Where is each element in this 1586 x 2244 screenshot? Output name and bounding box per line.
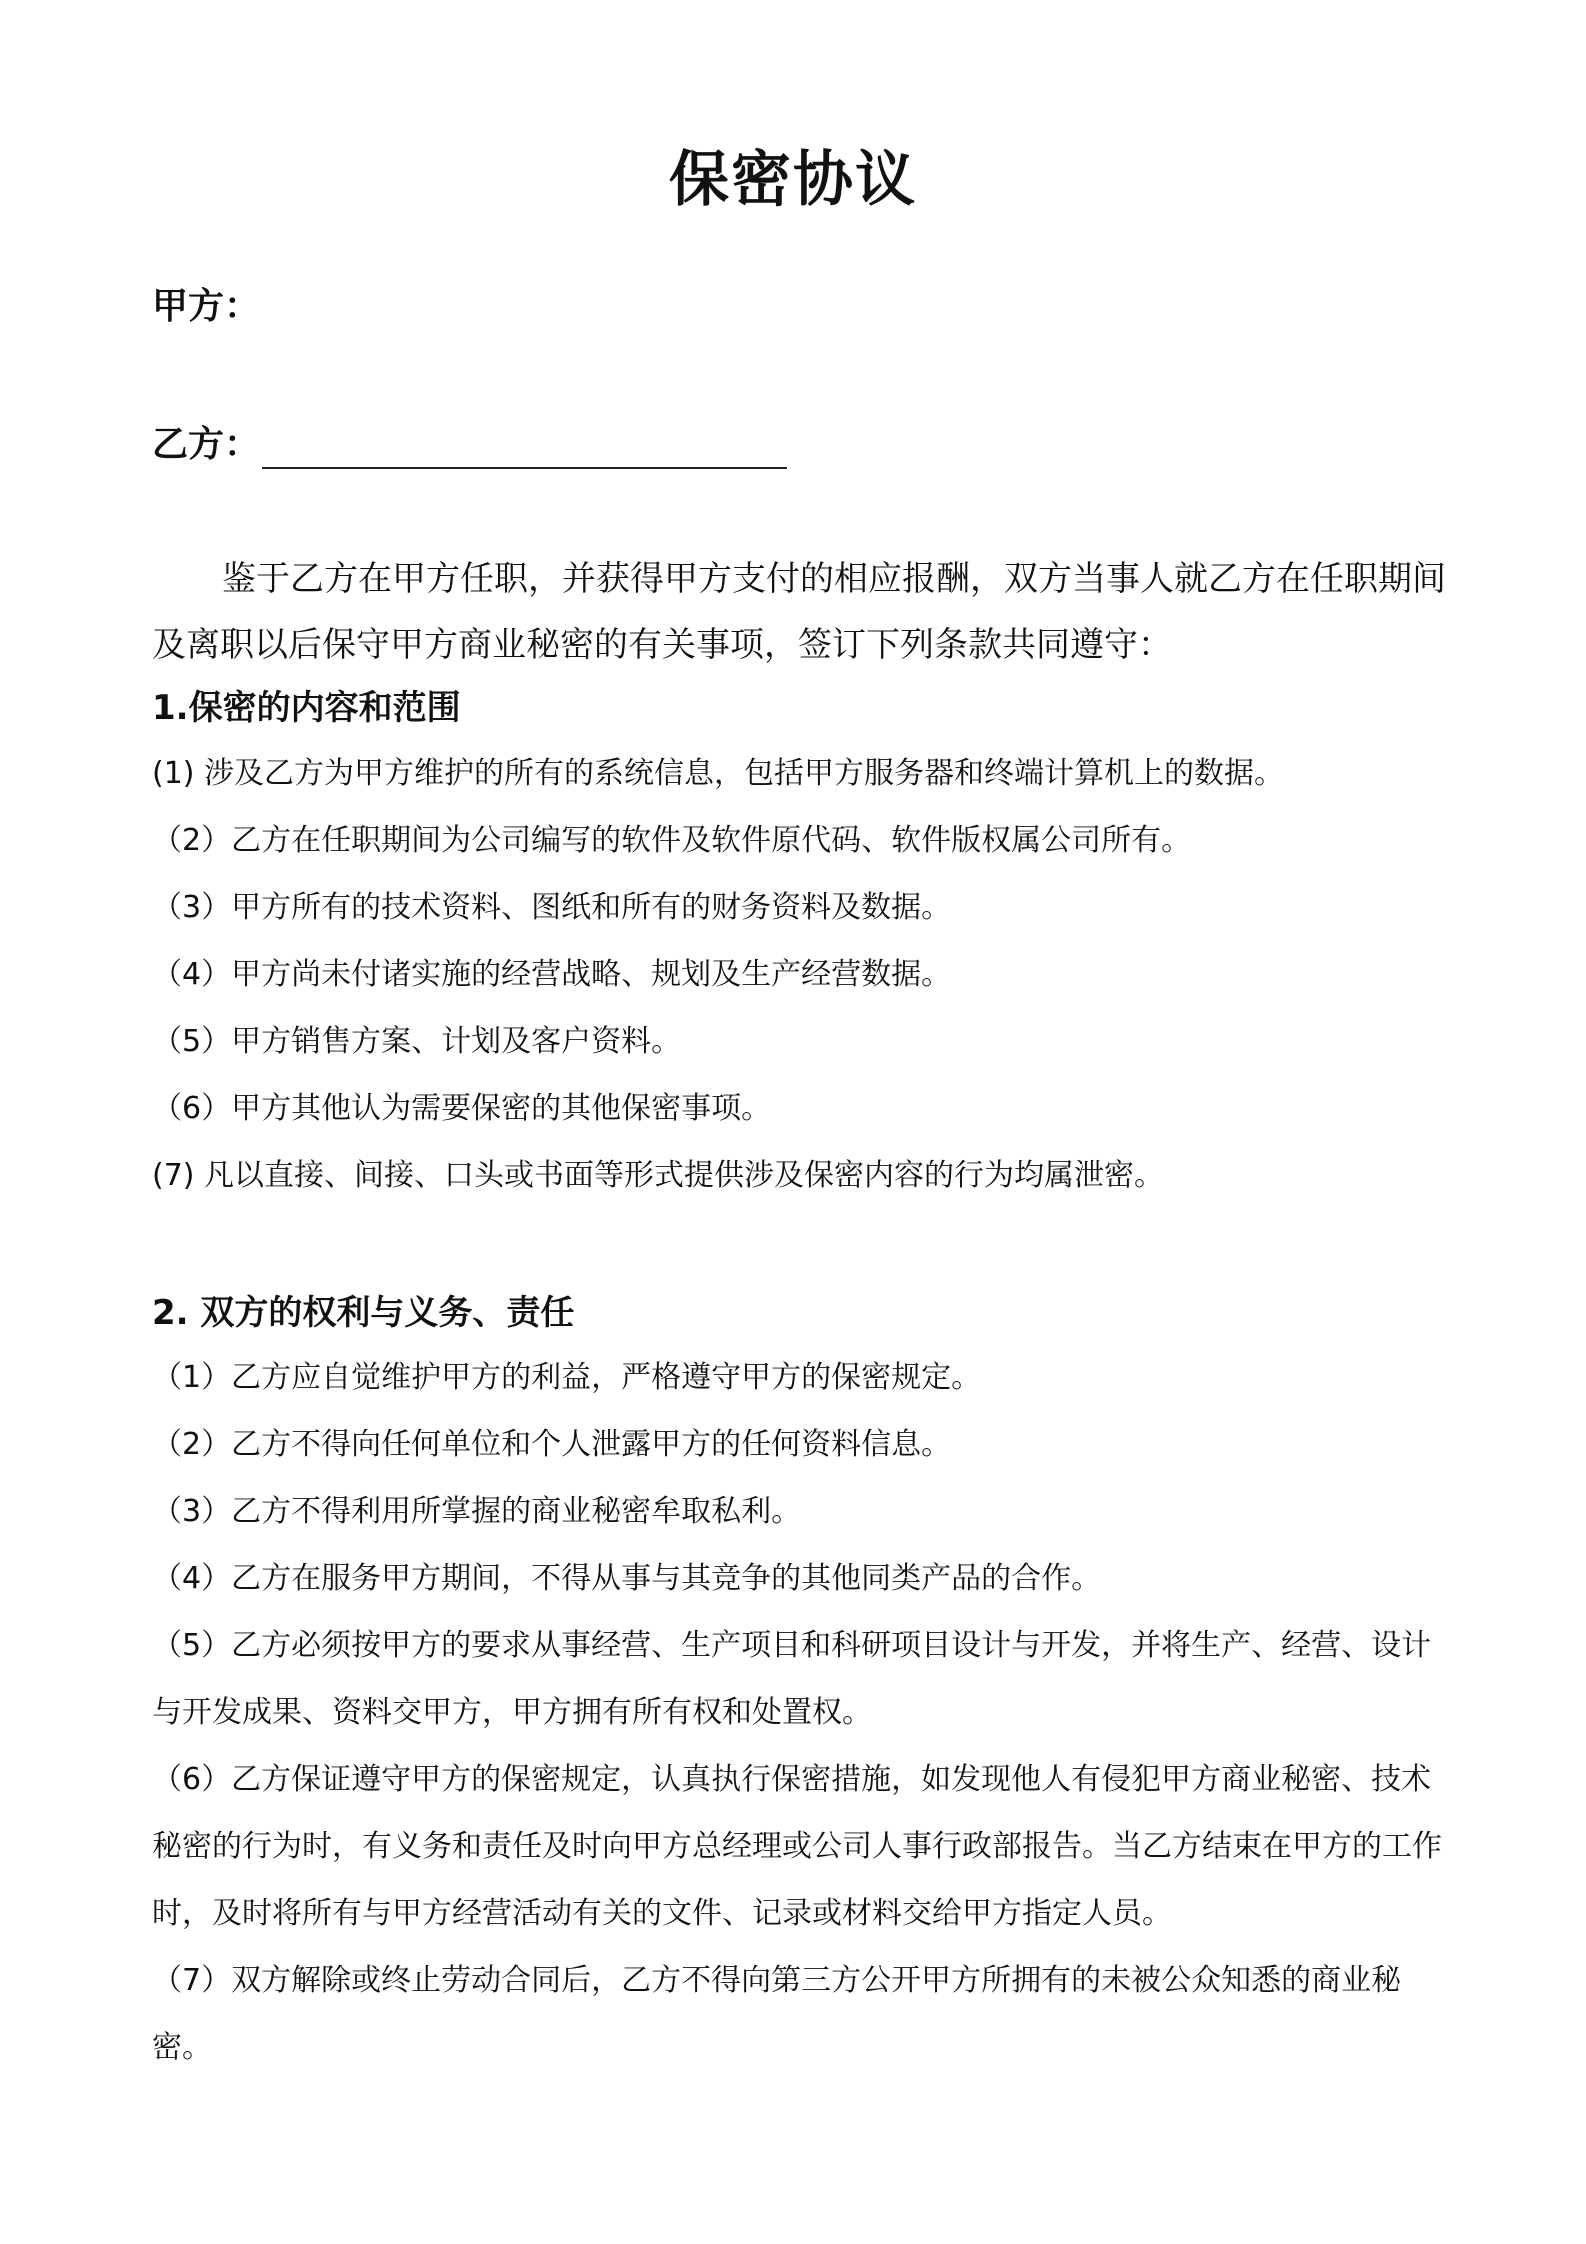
party-b-label: 乙方： [152,424,261,465]
document-title: 保密协议 [669,145,917,215]
list-item: (1) 涉及乙方为甲方维护的所有的系统信息，包括甲方服务器和终端计算机上的数据。 [152,756,1285,791]
list-item: （4）乙方在服务甲方期间，不得从事与其竞争的其他同类产品的合作。 [152,1561,1102,1596]
party-b-blank-line [262,467,787,469]
list-item: （1）乙方应自觉维护甲方的利益，严格遵守甲方的保密规定。 [152,1360,982,1395]
list-item: （4）甲方尚未付诸实施的经营战略、规划及生产经营数据。 [152,957,952,992]
section-1-list [152,740,1452,1209]
list-item: （3）乙方不得利用所掌握的商业秘密牟取私利。 [152,1494,802,1529]
list-item: （6）乙方保证遵守甲方的保密规定，认真执行保密措施，如发现他人有侵犯甲方商业秘密、技术秘密的行为时，有义务和责任及时向甲方总经理或公司人事行政部报告。当乙方结束在甲方的工作时，及时将所有与甲方经营活动有关的文件、记录或材料交给甲方指定人员。 [152,1762,1442,1931]
list-item: （5）甲方销售方案、计划及客户资料。 [152,1024,682,1059]
section-2-list [152,1344,1452,2081]
party-a-label: 甲方： [152,286,261,327]
section-2-title: 2. 双方的权利与义务、责任 [152,1293,575,1333]
list-item: （7）双方解除或终止劳动合同后，乙方不得向第三方公开甲方所拥有的未被公众知悉的商业秘密。 [152,1963,1402,2065]
list-item: （3）甲方所有的技术资料、图纸和所有的财务资料及数据。 [152,890,952,925]
list-item: (7) 凡以直接、间接、口头或书面等形式提供涉及保密内容的行为均属泄密。 [152,1158,1165,1193]
list-item: （2）乙方在任职期间为公司编写的软件及软件原代码、软件版权属公司所有。 [152,823,1192,858]
section-1-title: 1.保密的内容和范围 [152,688,461,728]
list-item: （6）甲方其他认为需要保密的其他保密事项。 [152,1091,772,1126]
list-item: （2）乙方不得向任何单位和个人泄露甲方的任何资料信息。 [152,1427,952,1462]
intro-paragraph: 鉴于乙方在甲方任职，并获得甲方支付的相应报酬，双方当事人就乙方在任职期间及离职以后保守甲方商业秘密的有关事项，签订下列条款共同遵守： [152,559,1446,665]
list-item: （5）乙方必须按甲方的要求从事经营、生产项目和科研项目设计与开发，并将生产、经营、设计与开发成果、资料交甲方，甲方拥有所有权和处置权。 [152,1628,1432,1730]
